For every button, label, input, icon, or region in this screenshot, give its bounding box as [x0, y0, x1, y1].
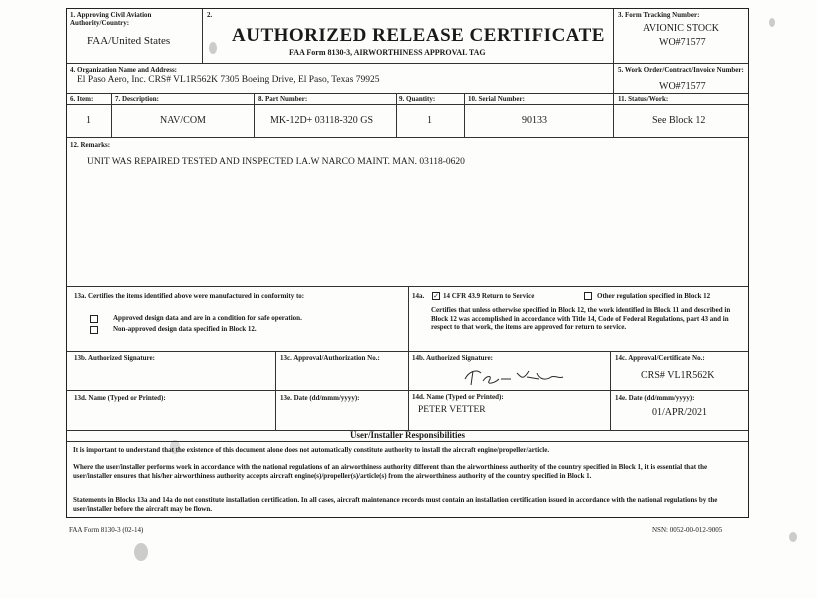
block5-value: WO#71577	[659, 81, 706, 92]
description-header: 7. Description:	[115, 95, 159, 103]
block14b-label: 14b. Authorized Signature:	[412, 354, 493, 362]
block12-label: 12. Remarks:	[70, 141, 111, 149]
block14c-label: 14c. Approval/Certificate No.:	[615, 354, 705, 362]
block13d-label: 13d. Name (Typed or Printed):	[74, 394, 166, 402]
block5-label: 5. Work Order/Contract/Invoice Number:	[618, 66, 744, 74]
block14a-label: 14a.	[412, 292, 425, 300]
block14c-value: CRS# VL1R562K	[641, 370, 715, 381]
block13c-label: 13c. Approval/Authorization No.:	[280, 354, 380, 362]
block2-label: 2.	[207, 11, 213, 19]
nsn-footer: NSN: 0052-00-012-9005	[652, 526, 723, 534]
certificate-form	[66, 8, 749, 518]
description-cell: NAV/COM	[160, 115, 206, 126]
non-approved-design-label: Non-approved design data specified in Block 12.	[113, 325, 257, 333]
block14a-statement: Certifies that unless otherwise specified in Block 12, the work identified in Block 11 and described in Block 12 was accomplished in accordance with Title 14, Code of Federal Regulations, part 43 and in respect to that work, the items are approved for return to service.	[431, 306, 731, 331]
other-regulation-label: Other regulation specified in Block 12	[597, 292, 711, 300]
page-title: AUTHORIZED RELEASE CERTIFICATE	[232, 25, 605, 46]
handwritten-signature	[459, 363, 569, 389]
block4-label: 4. Organization Name and Address:	[70, 66, 178, 74]
other-regulation-checkbox[interactable]	[584, 292, 592, 300]
remarks-text: UNIT WAS REPAIRED TESTED AND INSPECTED I.A.W NARCO MAINT. MAN. 03118-0620	[87, 157, 465, 167]
form-number-footer: FAA Form 8130-3 (02-14)	[69, 526, 144, 534]
block1-label: 1. Approving Civil Aviation Authority/Country:	[70, 11, 152, 27]
block14d-value: PETER VETTER	[418, 405, 486, 415]
responsibilities-paragraph-1: It is important to understand that the existence of this document alone does not automatically constitute authority to install the aircraft engine/propeller/article.	[73, 446, 550, 454]
approved-design-checkbox[interactable]	[90, 315, 98, 323]
part-number-cell: MK-12D+ 03118-320 GS	[270, 115, 374, 126]
block13b-label: 13b. Authorized Signature:	[74, 354, 155, 362]
responsibilities-paragraph-2: Where the user/installer performs work in accordance with the national regulations of an airworthiness authority different than the airworthiness authority of the country specified in Block 1, it is essential that the user/installer ensures that his/her airworthiness authority accepts aircraft engine(s)/propeller(s)/article(s) from the airworthiness authority of the country specified in Block 1.	[73, 463, 708, 480]
form-subtitle: FAA Form 8130-3, AIRWORTHINESS APPROVAL TAG	[289, 48, 486, 57]
block14d-label: 14d. Name (Typed or Printed):	[412, 393, 504, 401]
block14e-value: 01/APR/2021	[652, 407, 708, 418]
return-to-service-checkbox[interactable]: ✓	[433, 292, 439, 300]
serial-number-header: 10. Serial Number:	[468, 95, 525, 103]
quantity-cell: 1	[427, 115, 432, 126]
stain-mark	[134, 543, 148, 561]
quantity-header: 9. Quantity:	[399, 95, 436, 103]
responsibilities-heading: User/Installer Responsibilities	[349, 430, 466, 440]
serial-number-cell: 90133	[522, 115, 547, 126]
block1-value: FAA/United States	[87, 35, 171, 47]
block13e-label: 13e. Date (dd/mmm/yyyy):	[280, 394, 360, 402]
status-work-cell: See Block 12	[652, 115, 706, 126]
responsibilities-paragraph-3: Statements in Blocks 13a and 14a do not constitute installation certification. In all cases, aircraft maintenance records must contain an installation certification issued in accordance with the national regulations by the user/installer before the aircraft may be flown.	[73, 496, 718, 513]
block4-value: El Paso Aero, Inc. CRS# VL1R562K 7305 Boeing Drive, El Paso, Texas 79925	[77, 75, 380, 85]
status-work-header: 11. Status/Work:	[618, 95, 669, 103]
block3-value-line2: WO#71577	[659, 37, 706, 48]
block14e-label: 14e. Date (dd/mmm/yyyy):	[615, 394, 695, 402]
non-approved-design-checkbox[interactable]	[90, 326, 98, 334]
return-to-service-label: 14 CFR 43.9 Return to Service	[443, 292, 535, 300]
block13a-label: 13a. Certifies the items identified above were manufactured in conformity to:	[74, 292, 305, 300]
block3-value-line1: AVIONIC STOCK	[643, 23, 720, 34]
block3-label: 3. Form Tracking Number:	[618, 11, 700, 19]
part-number-header: 8. Part Number:	[258, 95, 308, 103]
stain-mark	[769, 18, 775, 27]
stain-mark	[789, 532, 797, 542]
item-cell: 1	[86, 115, 91, 126]
approved-design-label: Approved design data and are in a condition for safe operation.	[113, 314, 302, 322]
item-header: 6. Item:	[70, 95, 94, 103]
